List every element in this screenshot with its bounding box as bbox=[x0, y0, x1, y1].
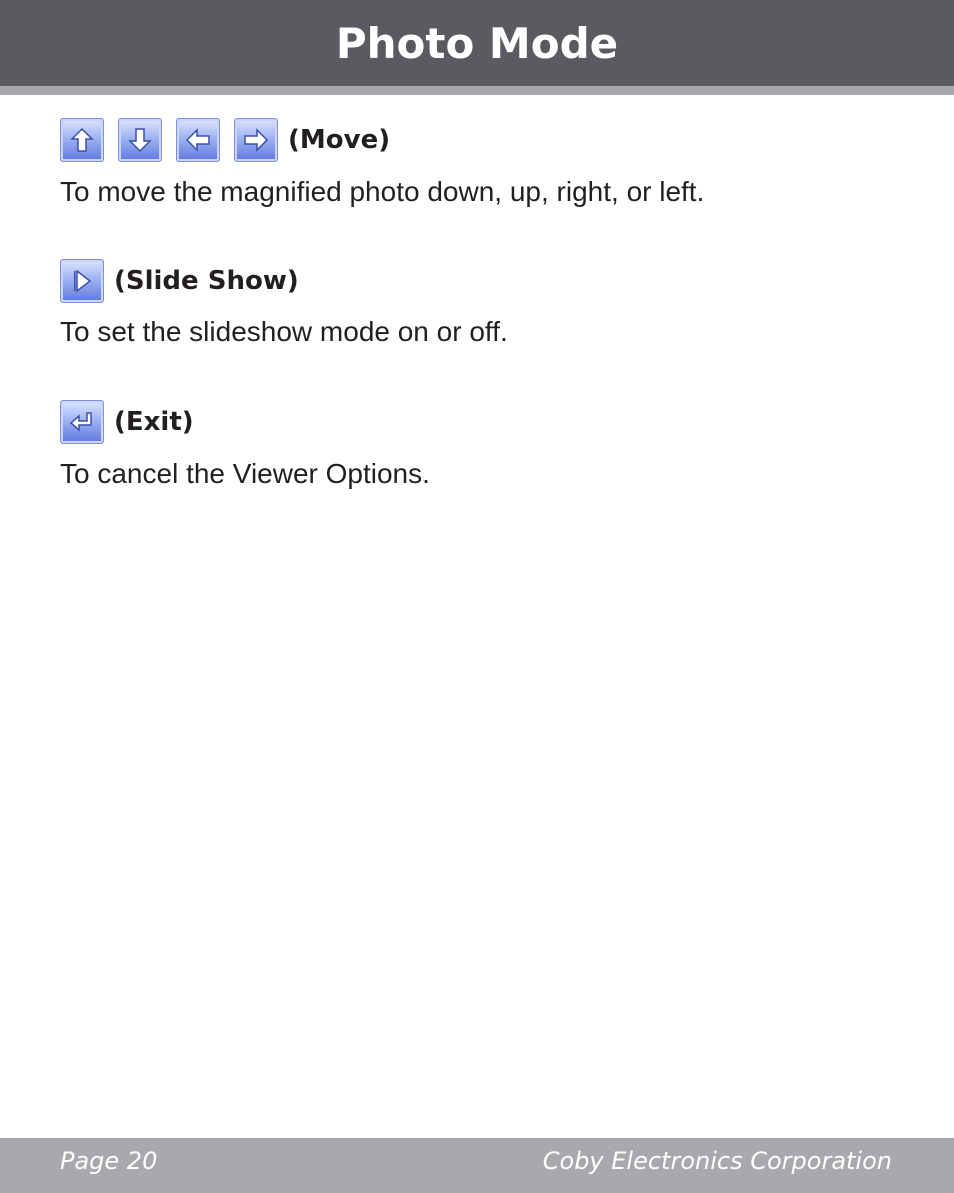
move-icon-row bbox=[60, 115, 704, 165]
exit-heading: (Exit) bbox=[114, 407, 194, 437]
move-heading: (Move) bbox=[288, 125, 391, 155]
page-footer bbox=[0, 1138, 954, 1193]
section-slide-show bbox=[60, 256, 508, 349]
header-divider bbox=[0, 86, 954, 95]
slide-show-description: To set the slideshow mode on or off. bbox=[60, 316, 508, 347]
section-move bbox=[60, 115, 704, 209]
page-title: Photo Mode bbox=[335, 19, 619, 68]
slide-show-heading: (Slide Show) bbox=[114, 266, 299, 296]
arrow-down-icon[interactable] bbox=[118, 118, 162, 162]
arrow-left-icon[interactable] bbox=[176, 118, 220, 162]
move-description: To move the magnified photo down, up, right, or left. bbox=[60, 176, 705, 207]
exit-description: To cancel the Viewer Options. bbox=[60, 458, 430, 489]
arrow-up-icon[interactable] bbox=[60, 118, 104, 162]
page-number: Page 20 bbox=[60, 1147, 158, 1175]
page-header bbox=[0, 0, 954, 86]
slide-show-icon-row bbox=[60, 256, 508, 306]
arrow-right-icon[interactable] bbox=[234, 118, 278, 162]
exit-icon-row bbox=[60, 397, 430, 447]
company-name: Coby Electronics Corporation bbox=[542, 1147, 892, 1175]
return-icon[interactable] bbox=[60, 400, 104, 444]
play-icon[interactable] bbox=[60, 259, 104, 303]
section-exit bbox=[60, 397, 430, 491]
